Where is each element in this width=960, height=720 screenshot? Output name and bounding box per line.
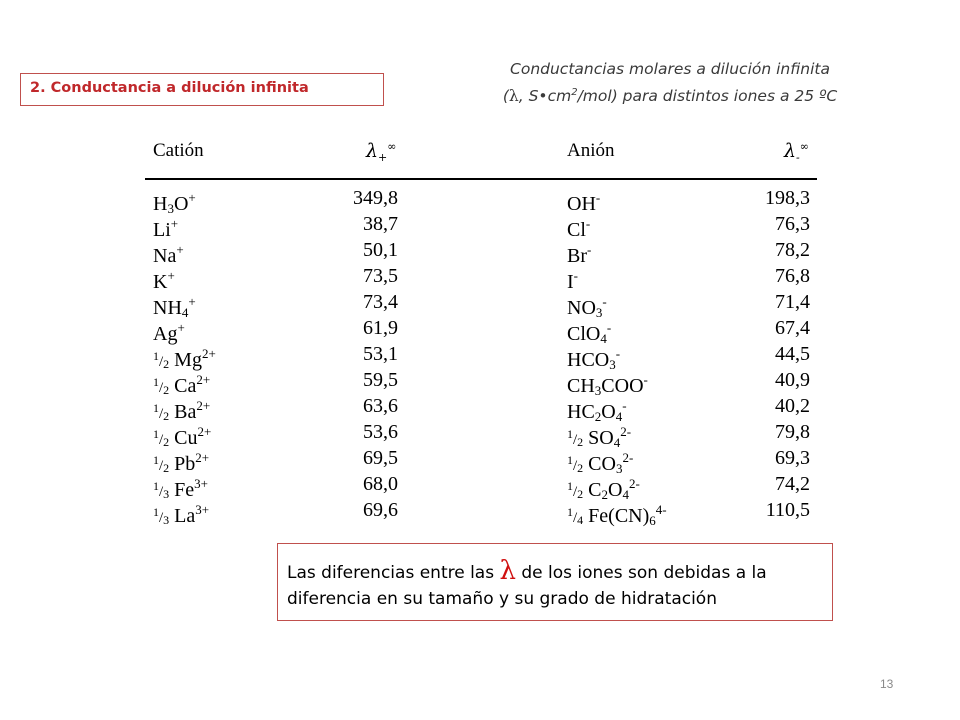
page-number: 13: [880, 677, 894, 691]
anion-ion-3: [567, 263, 737, 293]
anion-value-6: 44,5: [775, 343, 810, 365]
anion-ion-2: [567, 237, 737, 267]
cation-ion-column: [153, 185, 333, 527]
cation-fraction-11: $^1/_3$: [153, 479, 170, 501]
anion-value-12: 110,5: [765, 499, 810, 521]
cation-formula-1: Li+: [153, 216, 179, 241]
anion-value-1: 76,3: [775, 213, 810, 235]
note-line-1: [287, 558, 767, 586]
cation-formula-6: $Mg^{2+}$: [174, 346, 216, 371]
anion-formula-12: $Fe(CN)_6^{4-}$: [588, 502, 667, 528]
cation-ion-6: [153, 341, 333, 371]
note-line-2: diferencia en su tamaño y su grado de hidratación: [287, 589, 717, 609]
note-box: [277, 543, 833, 621]
anion-value-column: [740, 185, 810, 523]
anion-value-8: 40,2: [775, 395, 810, 417]
cation-ion-9: [153, 419, 333, 449]
anion-ion-4: [567, 289, 737, 320]
cation-ion-5: [153, 315, 333, 345]
cation-lambda-symbol: λ: [366, 140, 379, 162]
cation-value-9: 53,6: [363, 421, 398, 443]
anion-ion-10: [567, 445, 737, 476]
cation-fraction-7: $^1/_2$: [153, 375, 170, 397]
cation-ion-4: [153, 289, 333, 320]
cation-value-6: 53,1: [363, 343, 398, 365]
cation-lambda-header: [366, 140, 396, 164]
header-divider: [145, 178, 817, 180]
anion-formula-6: $HCO_3^-$: [567, 346, 621, 372]
anion-ion-11: [567, 471, 737, 502]
anion-value-4: 71,4: [775, 291, 810, 313]
cation-value-8: 63,6: [363, 395, 398, 417]
anion-ion-6: [567, 341, 737, 372]
cation-value-12: 69,6: [363, 499, 398, 521]
caption-units-rest: /mol) para distintos iones a 25 ºC: [577, 87, 838, 106]
anion-ion-column: [567, 185, 737, 528]
caption-lambda-symbol: λ: [508, 87, 519, 106]
cation-ion-10: [153, 445, 333, 475]
note-lambda-symbol: λ: [499, 556, 516, 586]
anion-lambda-header: [784, 140, 809, 164]
anion-formula-1: Cl-: [567, 216, 591, 241]
cation-formula-4: $NH_4^+$: [153, 294, 196, 320]
cation-value-column: [330, 185, 398, 523]
anion-value-5: 67,4: [775, 317, 810, 339]
caption-units: , S•cm: [518, 87, 572, 106]
cation-formula-9: $Cu^{2+}$: [174, 424, 212, 449]
cation-ion-11: [153, 471, 333, 501]
cation-value-1: 38,7: [363, 213, 398, 235]
cation-formula-5: Ag+: [153, 320, 185, 345]
note-part-1: Las diferencias entre las: [287, 563, 500, 583]
cation-value-4: 73,4: [363, 291, 398, 313]
cation-value-7: 59,5: [363, 369, 398, 391]
anion-formula-4: $NO_3^-$: [567, 294, 607, 320]
anion-ion-12: [567, 497, 737, 528]
cation-fraction-10: $^1/_2$: [153, 453, 170, 475]
caption-line-1: Conductancias molares a dilución infinita: [510, 60, 830, 78]
caption-open-paren: (: [502, 87, 509, 106]
anion-value-9: 79,8: [775, 421, 810, 443]
note-part-2: de los iones son debidas a la: [515, 563, 767, 583]
anion-fraction-12: $^1/_4$: [567, 505, 584, 527]
anion-fraction-10: $^1/_2$: [567, 453, 584, 475]
cation-fraction-8: $^1/_2$: [153, 401, 170, 423]
anion-formula-10: $CO_3^{2-}$: [588, 450, 634, 476]
anion-ion-0: [567, 185, 737, 215]
anion-lambda-symbol: λ: [784, 140, 797, 162]
cation-ion-12: [153, 497, 333, 527]
anion-value-7: 40,9: [775, 369, 810, 391]
anion-formula-7: $CH_3COO^-$: [567, 372, 648, 398]
cation-ion-8: [153, 393, 333, 423]
anion-formula-0: OH-: [567, 190, 601, 215]
cation-value-5: 61,9: [363, 317, 398, 339]
anion-formula-9: $SO_4^{2-}$: [588, 424, 632, 450]
anion-value-3: 76,8: [775, 265, 810, 287]
cation-lambda-sub: +: [378, 151, 388, 164]
cation-fraction-12: $^1/_3$: [153, 505, 170, 527]
anion-formula-5: ClO$_4$-: [567, 320, 612, 346]
cation-formula-10: $Pb^{2+}$: [174, 450, 210, 475]
cation-ion-7: [153, 367, 333, 397]
anion-fraction-9: $^1/_2$: [567, 427, 584, 449]
anion-formula-11: $C_2O_4^{2-}$: [588, 476, 640, 502]
cation-column-header: Catión: [153, 140, 204, 161]
section-title: 2. Conductancia a dilución infinita: [30, 80, 309, 96]
cation-formula-3: K+: [153, 268, 175, 293]
anion-value-10: 69,3: [775, 447, 810, 469]
cation-fraction-6: $^1/_2$: [153, 349, 170, 371]
anion-value-11: 74,2: [775, 473, 810, 495]
cation-value-2: 50,1: [363, 239, 398, 261]
anion-fraction-11: $^1/_2$: [567, 479, 584, 501]
cation-formula-7: $Ca^{2+}$: [174, 372, 211, 397]
cation-lambda-sup: ∞: [387, 140, 397, 153]
anion-lambda-sup: ∞: [799, 140, 809, 153]
cation-formula-0: $H_3O^+$: [153, 190, 196, 216]
cation-ion-2: [153, 237, 333, 267]
cation-formula-11: $Fe^{3+}$: [174, 476, 209, 501]
caption-units-exponent: 2: [571, 87, 578, 98]
cation-value-11: 68,0: [363, 473, 398, 495]
anion-value-0: 198,3: [765, 187, 810, 209]
anion-ion-8: [567, 393, 737, 424]
note-text: [287, 558, 767, 612]
cation-value-3: 73,5: [363, 265, 398, 287]
cation-formula-12: $La^{3+}$: [174, 502, 210, 527]
anion-formula-8: $HC_2O_4^-$: [567, 398, 627, 424]
cation-ion-0: [153, 185, 333, 216]
cation-formula-2: Na+: [153, 242, 184, 267]
cation-value-10: 69,5: [363, 447, 398, 469]
anion-column-header: Anión: [567, 140, 615, 161]
cation-value-0: 349,8: [353, 187, 398, 209]
anion-ion-9: [567, 419, 737, 450]
cation-formula-8: $Ba^{2+}$: [174, 398, 211, 423]
anion-formula-3: I-: [567, 268, 579, 293]
anion-lambda-sub: -: [796, 151, 800, 164]
anion-ion-5: [567, 315, 737, 346]
anion-formula-2: Br-: [567, 242, 592, 267]
anion-ion-7: [567, 367, 737, 398]
anion-value-2: 78,2: [775, 239, 810, 261]
cation-fraction-9: $^1/_2$: [153, 427, 170, 449]
